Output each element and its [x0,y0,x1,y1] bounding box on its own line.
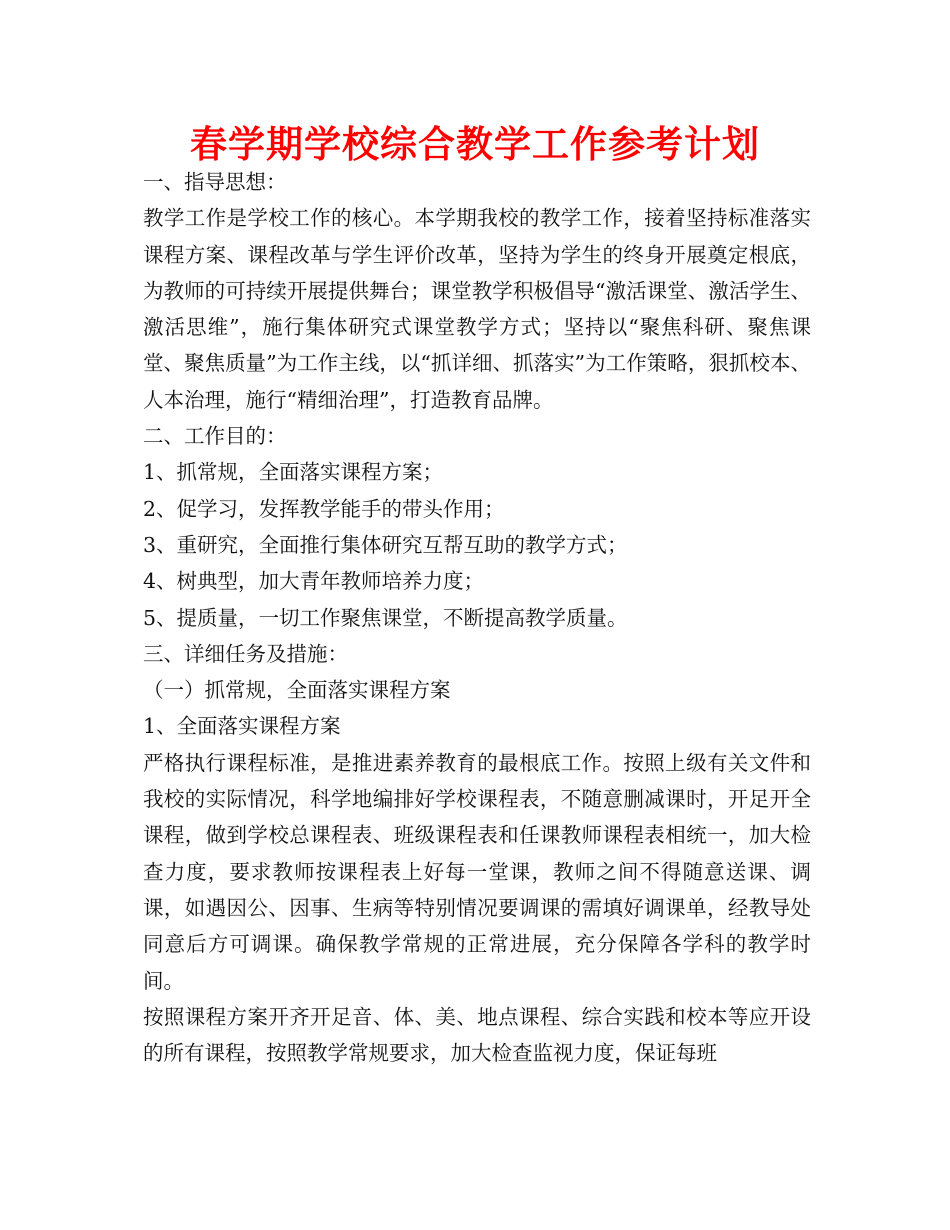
goal-item: 1、抓常规，全面落实课程方案； [143,460,444,485]
subheading-routine: （一）抓常规，全面落实课程方案 [143,678,451,703]
goal-item: 4、树典型，加大青年教师培养力度； [143,569,485,594]
goal-item: 3、重研究，全面推行集体研究互帮互助的教学方式； [143,532,628,557]
subheading-curriculum: 1、全面落实课程方案 [143,714,341,739]
heading-guiding-ideology: 一、指导思想： [143,170,287,194]
goal-item: 2、促学习，发挥教学能手的带头作用； [143,496,505,521]
paragraph-guiding-ideology: 教学工作是学校工作的核心。本学期我校的教学工作，接着坚持标准落实课程方案、课程改革与学生评价改革，坚持为学生的终身开展奠定根底，为教师的可持续开展提供舞台；课堂教学积极倡导“激活课堂、激活学生、激活思维”，施行集体研究式课堂教学方式；坚持以“聚焦科研、聚焦课堂、聚焦质量”为工作主线，以“抓详细、抓落实”为工作策略，狠抓校本、人本治理，施行“精细治理”，打造教育品牌。 [143,206,811,412]
document-body [143,164,811,1071]
goal-item: 5、提质量，一切工作聚焦课堂，不断提高教学质量。 [143,605,628,630]
heading-tasks-measures: 三、详细任务及措施： [143,641,348,666]
paragraph-curriculum-plan: 按照课程方案开齐开足音、体、美、地点课程、综合实践和校本等应开设的所有课程，按照教学常规要求，加大检查监视力度，保证每班 [143,1004,811,1066]
paragraph-curriculum-standards: 严格执行课程标准，是推进素养教育的最根底工作。按照上级有关文件和我校的实际情况，科学地编排好学校课程表，不随意删减课时，开足开全课程，做到学校总课程表、班级课程表和任课教师课程表相统一，加大检查力度，要求教师按课程表上好每一堂课，教师之间不得随意送课、调课，如遇因公、因事、生病等特别情况要调课的需填好调课单，经教导处同意后方可调课。确保教学常规的正常进展，充分保障各学科的教学时间。 [143,750,811,993]
document-title: 春学期学校综合教学工作参考计划 [190,122,760,166]
heading-work-goals: 二、工作目的： [143,424,287,449]
